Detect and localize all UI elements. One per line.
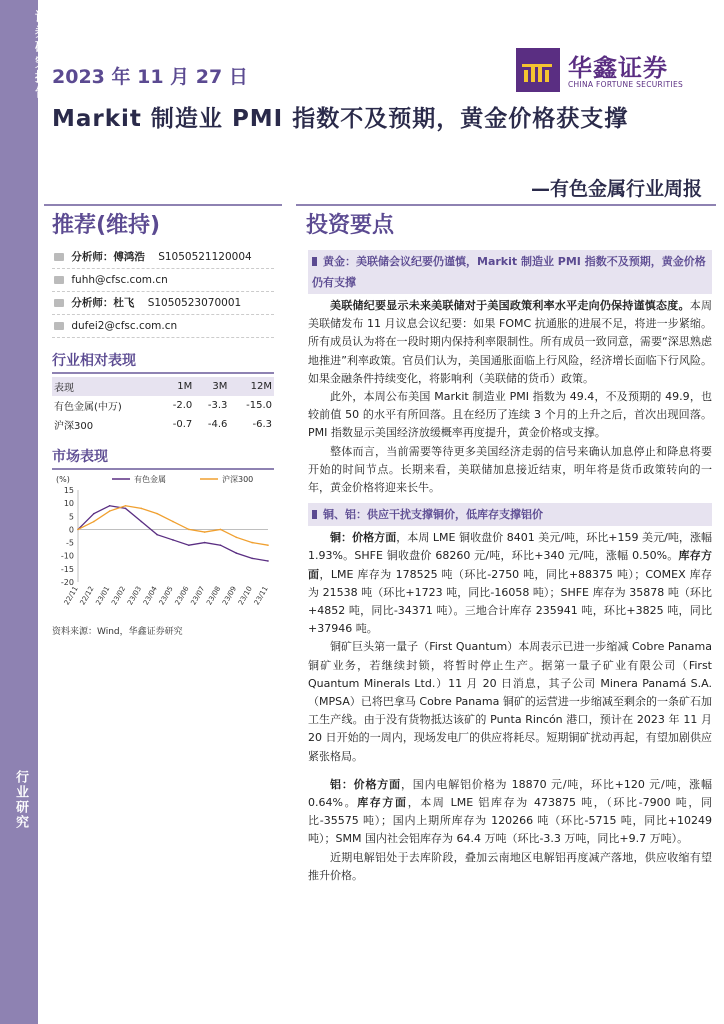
data-point	[220, 544, 222, 546]
data-point	[220, 529, 222, 531]
analyst-email-row	[52, 269, 274, 292]
data-point	[188, 529, 190, 531]
table-row	[52, 396, 274, 415]
data-point	[267, 560, 269, 562]
price-label: 价格方面	[352, 531, 397, 545]
x-tick-label: 23/01	[94, 585, 112, 607]
data-point	[156, 513, 158, 515]
analyst-cert: S1050521120004	[158, 251, 252, 263]
x-tick-label: 23/10	[236, 585, 254, 607]
paragraph	[308, 776, 712, 849]
market-chart-svg	[52, 472, 274, 622]
y-tick-label: -10	[60, 551, 74, 561]
data-point	[141, 508, 143, 510]
data-point	[77, 529, 79, 531]
data-point	[172, 521, 174, 523]
paragraph-lead: 美联储纪要显示未来美联储对于美国政策利率水平走向仍保持谨慎态度。	[330, 299, 690, 312]
legend-label: 有色金属	[134, 475, 166, 484]
x-tick-label: 23/07	[189, 585, 207, 607]
inventory-label: 库存方面	[308, 549, 712, 581]
y-tick-label: -5	[66, 538, 74, 548]
data-point	[109, 510, 111, 512]
sidebar-report-type: 证券研究报告	[32, 10, 47, 100]
paragraph-text: ，本周 LME 铜收盘价 8401 美元/吨，环比+159 美元/吨，涨幅 1.93%。SHFE 铜收盘价 68260 元/吨，环比+340 元/吨，涨幅 0.50%。	[308, 531, 713, 563]
table-cell: -4.6	[207, 419, 228, 430]
report-title: Markit 制造业 PMI 指数不及预期，黄金价格获支撑	[52, 106, 629, 132]
y-axis-label: (%)	[56, 475, 70, 484]
data-point	[141, 521, 143, 523]
company-logo	[516, 48, 716, 94]
table-row	[52, 415, 274, 434]
copper-lead: 铜：	[330, 531, 353, 545]
table-header: 3M	[194, 377, 229, 396]
data-point	[125, 505, 127, 507]
y-tick-label: -20	[60, 578, 74, 587]
analyst-email: fuhh@cfsc.com.cn	[71, 274, 168, 286]
price-label: 价格方面	[353, 777, 401, 791]
x-tick-label: 23/11	[252, 585, 270, 607]
data-point	[236, 552, 238, 554]
paragraph: 此外，本周公布美国 Markit 制造业 PMI 指数为 49.4，不及预期的 49.9，也较前值 50 的水平有所回落。且在经历了连续 3 个月的上升之后，首次出现回落。PMI 指数显示美国经济放缓概率再度提升，黄金价格或支撑。	[308, 390, 712, 440]
report-subtitle: —有色金属行业周报	[530, 178, 702, 200]
analyst-cert: S1050523070001	[147, 297, 242, 309]
inventory-label: 库存方面	[357, 796, 408, 810]
paragraph-text: ，LME 库存为 178525 吨（环比-2750 吨，同比+88375 吨）；COMEX 库存为 21538 吨（环比+1723 吨，同比-16058 吨）；SHFE 库存为 35878 吨（环比+4852 吨，同比-34371 吨）。三地合计库存 235941 吨，环比+3825 吨，同比+37946 吨。	[308, 567, 713, 636]
sidebar	[0, 0, 47, 1024]
table-cell: 沪深300	[54, 421, 94, 432]
x-tick-label: 23/04	[141, 585, 159, 607]
data-point	[204, 531, 206, 533]
table-header: 12M	[229, 377, 274, 396]
logo-icon	[516, 48, 560, 92]
logo-english-name: CHINA FORTUNE SECURITIES	[568, 80, 684, 89]
person-icon	[54, 299, 64, 307]
table-header-row	[52, 377, 274, 396]
table-header: 1M	[159, 377, 194, 396]
performance-title: 行业相对表现	[52, 350, 274, 374]
table-cell: -6.3	[252, 419, 272, 430]
logo-chinese-name: 华鑫证券	[568, 54, 668, 82]
x-tick-label: 22/12	[78, 585, 96, 607]
table-header: 表现	[52, 377, 159, 396]
rating-heading: 推荐(维持)	[52, 213, 161, 238]
left-column	[52, 246, 274, 637]
report-date: 2023 年 11 月 27 日	[52, 66, 248, 88]
y-tick-label: -15	[60, 564, 74, 574]
analyst-row	[52, 292, 274, 315]
table-cell: -0.7	[172, 419, 193, 430]
sidebar-category: 行业研究	[13, 770, 28, 830]
x-tick-label: 23/09	[221, 585, 239, 607]
divider-left	[44, 204, 282, 206]
email-icon	[54, 322, 64, 330]
section-copper-text: 铜、铝：供应干扰支撑铜价，低库存支撑铝价	[323, 508, 543, 522]
analyst-email: dufei2@cfsc.com.cn	[71, 320, 178, 332]
paragraph	[308, 529, 712, 638]
market-title: 市场表现	[52, 446, 274, 470]
data-point	[236, 537, 238, 539]
table-cell: -3.3	[207, 400, 228, 411]
analyst-email-row	[52, 315, 274, 338]
data-point	[156, 534, 158, 536]
table-cell: -2.0	[172, 400, 193, 411]
data-point	[267, 544, 269, 546]
data-point	[251, 542, 253, 544]
bullet-marker-icon	[312, 257, 317, 266]
x-tick-label: 22/11	[62, 585, 80, 607]
table-cell: 有色金属(中万)	[54, 402, 122, 413]
chart-source: 资料来源：Wind，华鑫证券研究	[52, 627, 183, 637]
paragraph: 铜矿巨头第一量子（First Quantum）本周表示已进一步缩减 Cobre Panama 铜矿业务，若继续封锁，将暂时停止生产。据第一量子矿业有限公司（First Quantum Minerals Ltd.）11 月 20 日消息，其子公司 Minera Panamá S.A.（MPSA）已将巴拿马 Cobre Panama 铜矿的运营进一步缩减至剩余的一条矿石加工生产线。由于没有货物抵达该矿的 Punta Rincón 港口，预计在 2023 年 11 月 20 日开始的一周内，现场发电厂的供应将耗尽。短期铜矿扰动再起，有望加剧供应紧张格局。	[308, 640, 712, 763]
section-gold	[308, 250, 712, 294]
x-tick-label: 23/02	[110, 585, 128, 607]
data-point	[188, 544, 190, 546]
paragraph-text: ，本周 LME 铝库存为 473875 吨，（环比-7900 吨，同比-35575 吨）；国内上期所库存为 120266 吨（环比-5715 吨，同比+10249 吨）；SMM 国内社会铝库存为 64.4 万吨（环比-3.3 万吨，同比+9.7 万吨）。	[308, 796, 712, 846]
paragraph-text: ，国内电解铝价格为 18870 元/吨，环比+120 元/吨，涨幅 0.64%。	[308, 777, 713, 810]
y-tick-label: 10	[63, 499, 74, 509]
x-tick-label: 23/08	[205, 585, 223, 607]
data-point	[109, 505, 111, 507]
right-column	[308, 250, 712, 885]
data-point	[204, 542, 206, 544]
series-line	[78, 506, 268, 561]
data-point	[93, 513, 95, 515]
y-tick-label: 5	[68, 512, 74, 522]
market-chart	[52, 472, 274, 622]
x-tick-label: 23/03	[126, 585, 144, 607]
paragraph	[308, 297, 712, 388]
data-point	[125, 508, 127, 510]
section-copper-aluminum	[308, 503, 712, 526]
x-tick-label: 23/06	[173, 585, 191, 607]
aluminum-lead: 铝：	[330, 777, 354, 791]
email-icon	[54, 276, 64, 284]
paragraph: 近期电解铝处于去库阶段，叠加云南地区电解铝再度减产落地，供应收缩有望推升价格。	[308, 850, 712, 882]
analyst-name: 分析师：傅鸿浩	[71, 251, 145, 263]
section-gold-text: 黄金：美联储会议纪要仍谨慎，Markit 制造业 PMI 指数不及预期，黄金价格仍有支撑	[312, 255, 706, 289]
analyst-name: 分析师：杜飞	[71, 297, 135, 309]
y-tick-label: 0	[68, 525, 74, 535]
person-icon	[54, 253, 64, 261]
investment-points-heading: 投资要点	[306, 213, 395, 238]
data-point	[251, 558, 253, 560]
legend-label: 沪深300	[222, 475, 254, 484]
divider-right	[296, 204, 716, 206]
data-point	[172, 539, 174, 541]
data-point	[93, 521, 95, 523]
bullet-marker-icon	[312, 510, 317, 519]
table-cell: -15.0	[246, 400, 272, 411]
x-tick-label: 23/05	[157, 585, 175, 607]
y-tick-label: 15	[63, 486, 74, 495]
paragraph: 整体而言，当前需要等待更多美国经济走弱的信号来确认加息停止和降息将要开始的时间节点。长期来看，美联储加息接近结束，明年将是货币政策转向的一年，黄金价格将迎来长牛。	[308, 444, 712, 495]
analyst-row	[52, 246, 274, 269]
paragraph-text: 本周美联储发布 11 月议息会议纪要：如果 FOMC 抗通胀的进展不足，将进一步紧缩。所有成员认为将在一段时期内保持利率限制性。所有成员一致同意，需要“深思熟虑地推进”利率政策。官员们认为，美国通胀面临上行风险，经济增长面临下行风险。如果金融条件持续变化，将影响利（美联储的货币）政策。	[308, 299, 713, 385]
performance-table	[52, 377, 274, 434]
